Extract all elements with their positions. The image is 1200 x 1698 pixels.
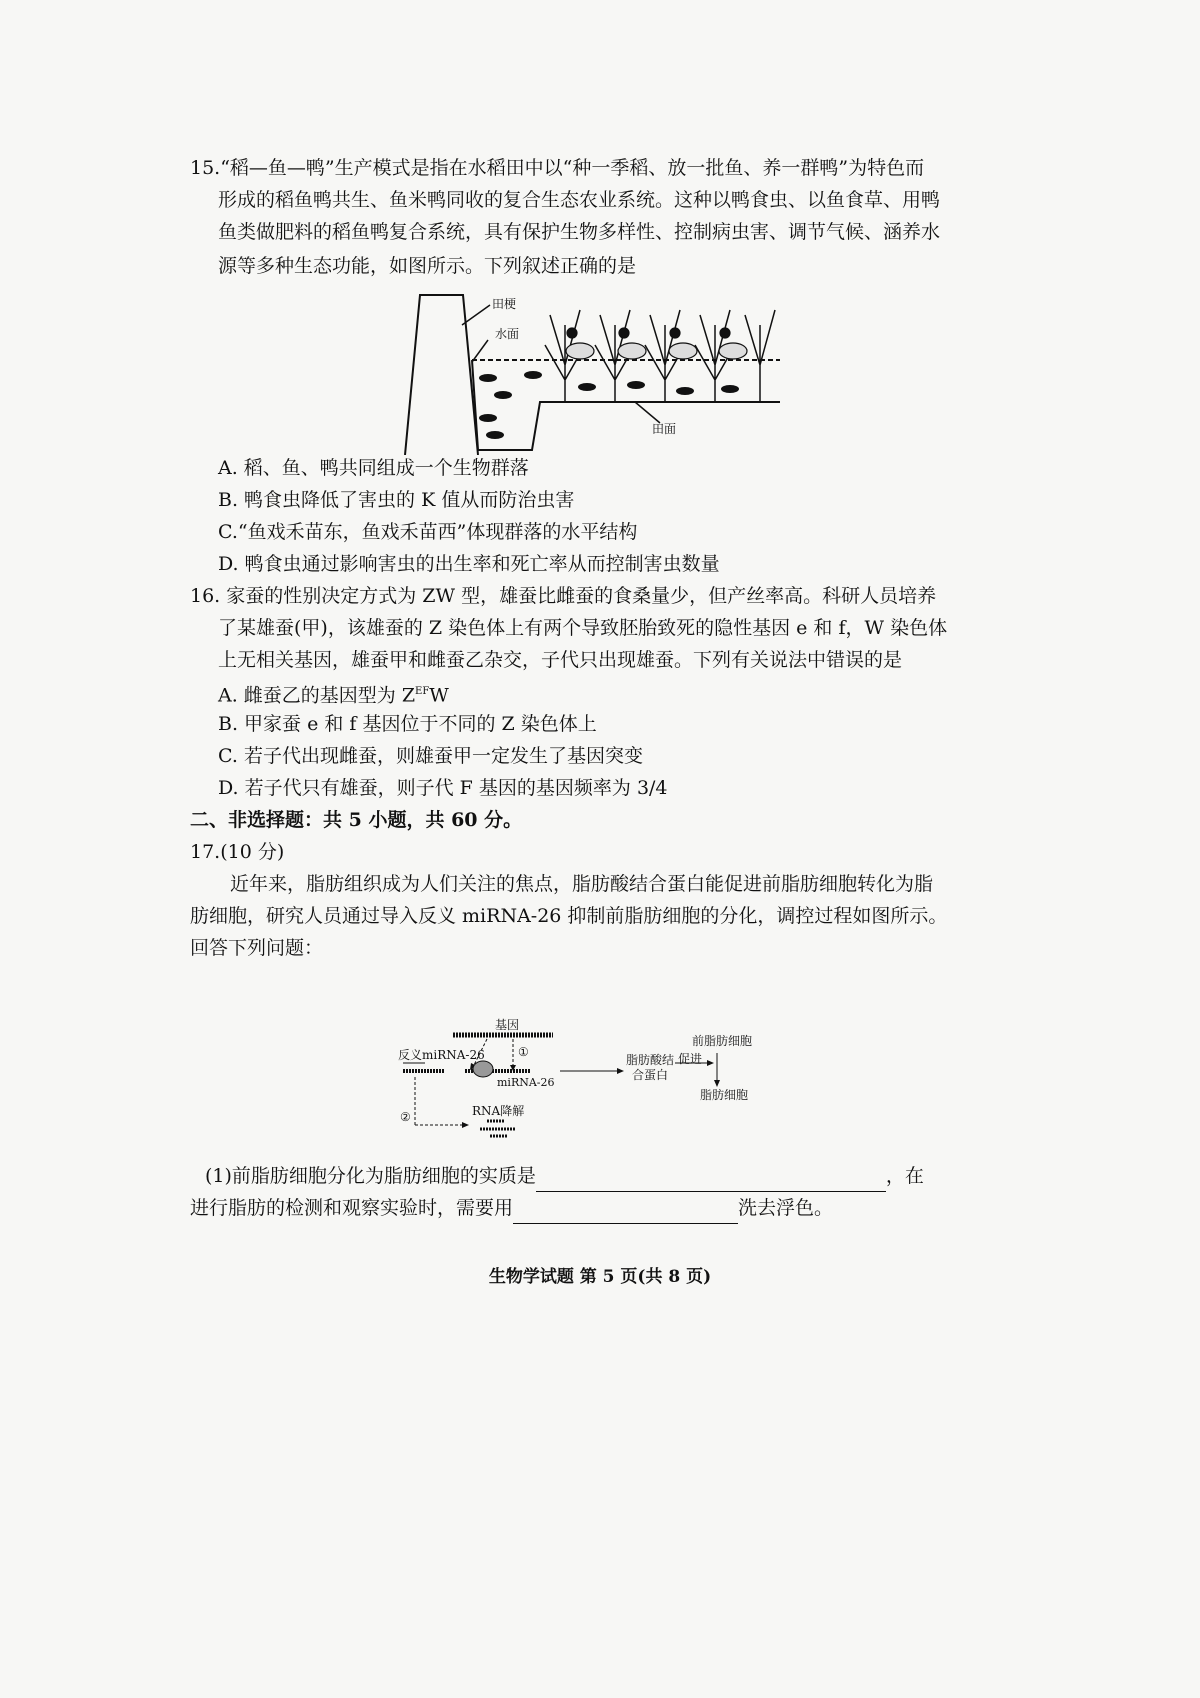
fish-icons: [479, 371, 739, 439]
q17-line: 近年来，脂肪组织成为人们关注的焦点，脂肪酸结合蛋白能促进前脂肪细胞转化为脂: [230, 873, 934, 895]
q16-option-c: C. 若子代出现雌蚕，则雄蚕甲一定发生了基因突变: [218, 745, 643, 767]
text: A. 雌蚕乙的基因型为 Z: [218, 684, 416, 707]
q15-line: 源等多种生态功能，如图所示。下列叙述正确的是: [218, 255, 637, 277]
q15-option-a: A. 稻、鱼、鸭共同组成一个生物群落: [218, 457, 529, 479]
q15-line: 形成的稻鱼鸭共生、鱼米鸭同收的复合生态农业系统。这种以鸭食虫、以鱼食草、用鸭: [218, 189, 941, 211]
q16-line: 了某雄蚕(甲)，该雄蚕的 Z 染色体上有两个导致胚胎致死的隐性基因 e 和 f，W 染色体: [218, 617, 948, 639]
label-gene: 基因: [495, 1018, 520, 1032]
label-mirna: miRNA-26: [497, 1076, 555, 1089]
section-heading: 二、非选择题：共 5 小题，共 60 分。: [190, 809, 523, 831]
label-protein: 合蛋白: [632, 1068, 669, 1082]
text: 进行脂肪的检测和观察实验时，需要用: [190, 1197, 514, 1219]
q17-line: 回答下列问题：: [190, 937, 324, 959]
q15-option-c: C.“鱼戏禾苗东，鱼戏禾苗西”体现群落的水平结构: [218, 521, 638, 543]
label-promote: 促进: [678, 1052, 703, 1066]
superscript: EF: [415, 686, 430, 697]
q15-option-d: D. 鸭食虫通过影响害虫的出生率和死亡率从而控制害虫数量: [218, 553, 720, 575]
answer-blank-2[interactable]: [513, 1201, 738, 1224]
text: ，在: [885, 1165, 924, 1187]
q15-option-b: B. 鸭食虫降低了害虫的 K 值从而防治虫害: [218, 489, 575, 511]
label-protein: 脂肪酸结: [626, 1053, 675, 1067]
label-ridge: 田梗: [492, 297, 517, 311]
q16-line: 16. 家蚕的性别决定方式为 ZW 型，雄蚕比雌蚕的食桑量少，但产丝率高。科研人员培养: [190, 585, 937, 607]
q15-line: 15.“稻—鱼—鸭”生产模式是指在水稻田中以“种一季稻、放一批鱼、养一群鸭”为特色而: [190, 157, 925, 179]
label-antisense-mirna: 反义miRNA-26: [398, 1048, 485, 1062]
label-field: 田面: [652, 422, 677, 436]
text: W: [429, 684, 449, 707]
q16-option-d: D. 若子代只有雄蚕，则子代 F 基因的基因频率为 3/4: [218, 777, 668, 799]
label-adipocyte: 脂肪细胞: [700, 1088, 749, 1102]
label-step-1: ①: [518, 1045, 529, 1059]
q17-line: 肪细胞，研究人员通过导入反义 miRNA-26 抑制前脂肪细胞的分化，调控过程如图所示。: [190, 905, 948, 927]
q16-option-a: [218, 676, 449, 711]
label-water: 水面: [495, 327, 520, 341]
q16-option-b: B. 甲家蚕 e 和 f 基因位于不同的 Z 染色体上: [218, 713, 597, 735]
q15-line: 鱼类做肥料的稻鱼鸭复合系统，具有保护生物多样性、控制病虫害、调节气候、涵养水: [218, 221, 941, 243]
q16-line: 上无相关基因，雄蚕甲和雌蚕乙杂交，子代只出现雄蚕。下列有关说法中错误的是: [218, 649, 903, 671]
q17-sub1-line: [205, 1160, 924, 1192]
page-footer: 生物学试题 第 5 页(共 8 页): [488, 1267, 712, 1287]
answer-blank-1[interactable]: [536, 1169, 886, 1192]
duck-icons: [566, 328, 747, 359]
text: 洗去浮色。: [738, 1197, 834, 1219]
label-preadipocyte: 前脂肪细胞: [692, 1034, 753, 1048]
q17-sub1-line: [190, 1192, 833, 1224]
text: (1)前脂肪细胞分化为脂肪细胞的实质是: [205, 1165, 536, 1187]
q17-header: 17.(10 分): [190, 841, 285, 863]
label-step-2: ②: [400, 1110, 411, 1124]
rice-fish-duck-figure: [400, 285, 780, 455]
label-rna-degrade: RNA降解: [472, 1104, 525, 1118]
